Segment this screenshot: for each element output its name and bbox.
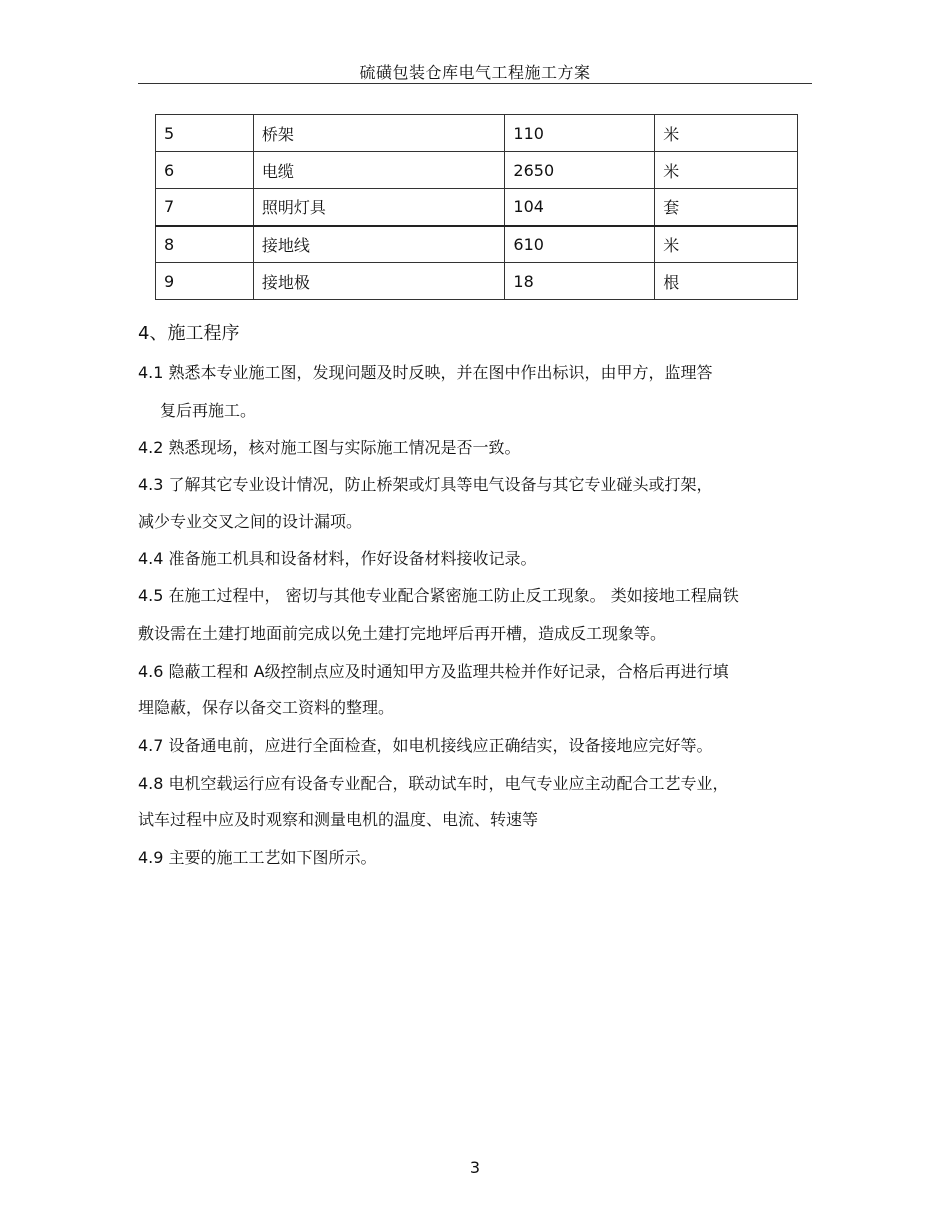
item-quantity: 18 bbox=[505, 263, 655, 300]
paragraph-line: 4.2 熟悉现场，核对施工图与实际施工情况是否一致。 bbox=[138, 438, 521, 457]
paragraph-line: 试车过程中应及时观察和测量电机的温度、电流、转速等 bbox=[138, 810, 539, 829]
item-unit: 米 bbox=[655, 226, 798, 263]
table-row bbox=[156, 226, 798, 263]
table-row bbox=[156, 115, 798, 152]
item-quantity: 110 bbox=[505, 115, 655, 152]
item-quantity: 2650 bbox=[505, 152, 655, 189]
item-name: 电缆 bbox=[253, 152, 505, 189]
paragraph-line: 4.3 了解其它专业设计情况，防止桥架或灯具等电气设备与其它专业碰头或打架， bbox=[138, 475, 713, 494]
item-unit: 根 bbox=[655, 263, 798, 300]
paragraph-line: 埋隐蔽，保存以备交工资料的整理。 bbox=[138, 698, 395, 717]
page-number: 3 bbox=[469, 1158, 481, 1177]
header-divider bbox=[138, 83, 812, 84]
paragraph-line: 4.7 设备通电前，应进行全面检查，如电机接线应正确结实，设备接地应完好等。 bbox=[138, 736, 713, 755]
document-header-title: 硫磺包装仓库电气工程施工方案 bbox=[359, 63, 591, 82]
item-unit: 套 bbox=[655, 189, 798, 226]
item-unit: 米 bbox=[655, 115, 798, 152]
row-number: 6 bbox=[156, 152, 254, 189]
item-quantity: 610 bbox=[505, 226, 655, 263]
item-name: 桥架 bbox=[253, 115, 505, 152]
section-heading: 4、施工程序 bbox=[138, 323, 240, 344]
row-number: 8 bbox=[156, 226, 254, 263]
row-number: 7 bbox=[156, 189, 254, 226]
paragraph-line: 4.4 准备施工机具和设备材料，作好设备材料接收记录。 bbox=[138, 549, 537, 568]
item-name: 照明灯具 bbox=[253, 189, 505, 226]
item-quantity: 104 bbox=[505, 189, 655, 226]
table-row bbox=[156, 152, 798, 189]
paragraph-line: 敷设需在土建打地面前完成以免土建打完地坪后再开槽，造成反工现象等。 bbox=[138, 624, 667, 643]
item-name: 接地极 bbox=[253, 263, 505, 300]
paragraph-line: 4.9 主要的施工工艺如下图所示。 bbox=[138, 848, 377, 867]
materials-table bbox=[155, 114, 798, 300]
item-unit: 米 bbox=[655, 152, 798, 189]
paragraph-line: 4.8 电机空载运行应有设备专业配合，联动试车时，电气专业应主动配合工艺专业， bbox=[138, 774, 729, 793]
row-number: 9 bbox=[156, 263, 254, 300]
table-row bbox=[156, 189, 798, 226]
table-row bbox=[156, 263, 798, 300]
paragraph-line: 复后再施工。 bbox=[160, 401, 257, 420]
paragraph-line: 4.1 熟悉本专业施工图，发现问题及时反映，并在图中作出标识，由甲方，监理答 bbox=[138, 363, 713, 382]
row-number: 5 bbox=[156, 115, 254, 152]
paragraph-line: 4.5 在施工过程中， 密切与其他专业配合紧密施工防止反工现象。 类如接地工程扁铁 bbox=[138, 586, 739, 605]
paragraph-line: 4.6 隐蔽工程和 A级控制点应及时通知甲方及监理共检并作好记录，合格后再进行填 bbox=[138, 662, 729, 681]
item-name: 接地线 bbox=[253, 226, 505, 263]
paragraph-line: 减少专业交叉之间的设计漏项。 bbox=[138, 512, 363, 531]
